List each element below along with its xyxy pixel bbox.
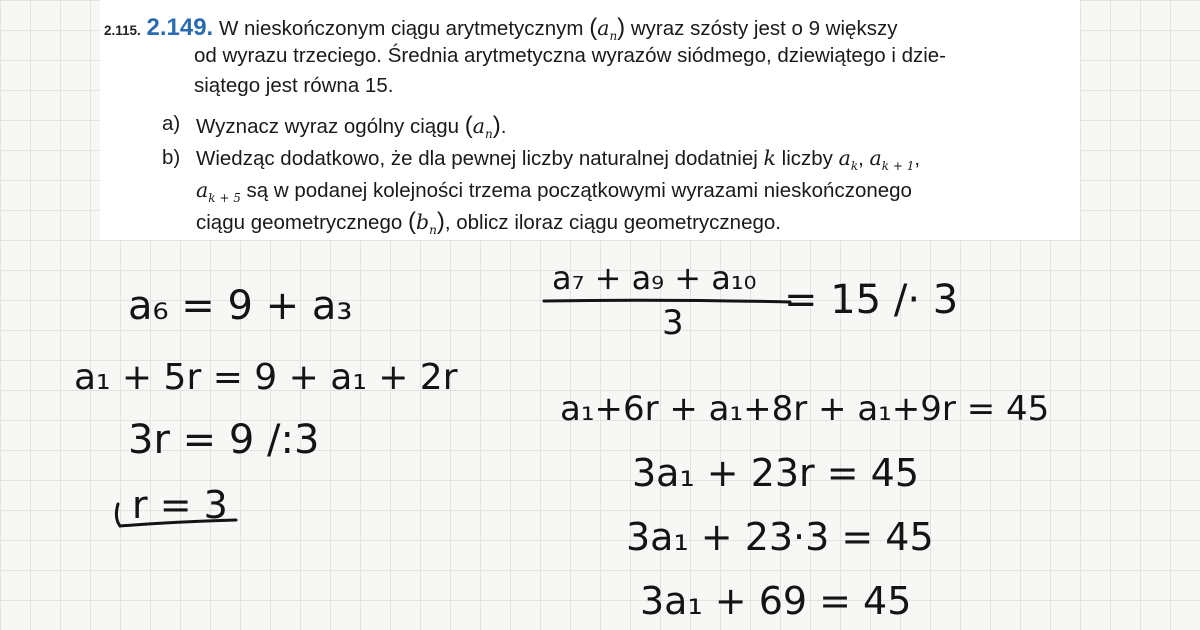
hw-left-line-3: 3r = 9 /:3	[128, 417, 320, 463]
problem-line-2: od wyrazu trzeciego. Średnia arytmetyczna wyrazów siódmego, dziewiątego i dzie-	[194, 44, 947, 67]
hw-fraction-denominator: 3	[662, 303, 684, 343]
hw-right-line-1: a₁+6r + a₁+8r + a₁+9r = 45	[560, 389, 1050, 429]
answer-underline	[110, 500, 250, 540]
hw-left-line-2: a₁ + 5r = 9 + a₁ + 2r	[74, 357, 458, 398]
part-b-line-2: $a_{k + 5}$ są w podanej kolejności trzema początkowymi wyrazami nieskończonego	[196, 178, 912, 205]
hw-right-line-2: 3a₁ + 23r = 45	[632, 451, 920, 495]
part-a-text: Wyznacz wyraz ogólny ciągu $(a_n)$.	[196, 112, 507, 141]
hw-fraction-rhs: = 15 /· 3	[784, 277, 959, 323]
hw-right-line-4: 3a₁ + 69 = 45	[640, 579, 912, 623]
hw-left-line-4: r = 3	[132, 483, 228, 527]
hw-left-line-1: a₆ = 9 + a₃	[128, 283, 353, 329]
problem-text: W nieskończonym ciągu arytmetycznym	[218, 17, 584, 40]
problem-line-3: siątego jest równa 15.	[194, 74, 394, 97]
part-b-line-1: Wiedząc dodatkowo, że dla pewnej liczby naturalnej dodatniej k liczby $a_k$, $a_{k + 1}$,	[196, 146, 921, 173]
part-b-line-3: ciągu geometrycznego $(b_n)$, oblicz iloraz ciągu geometrycznego.	[196, 208, 781, 237]
part-a-label: a)	[162, 112, 181, 135]
part-b-label: b)	[162, 146, 181, 169]
old-problem-number: 2.115.	[104, 23, 141, 38]
hw-fraction-numerator: a₇ + a₉ + a₁₀	[552, 259, 757, 297]
hw-right-line-3: 3a₁ + 23·3 = 45	[626, 515, 934, 559]
problem-line-1: 2.115. 2.149. W nieskończonym ciągu arytmetycznym $(a_n)$ wyraz szósty jest o 9 większy	[104, 14, 898, 43]
problem-number: 2.149.	[146, 14, 214, 41]
